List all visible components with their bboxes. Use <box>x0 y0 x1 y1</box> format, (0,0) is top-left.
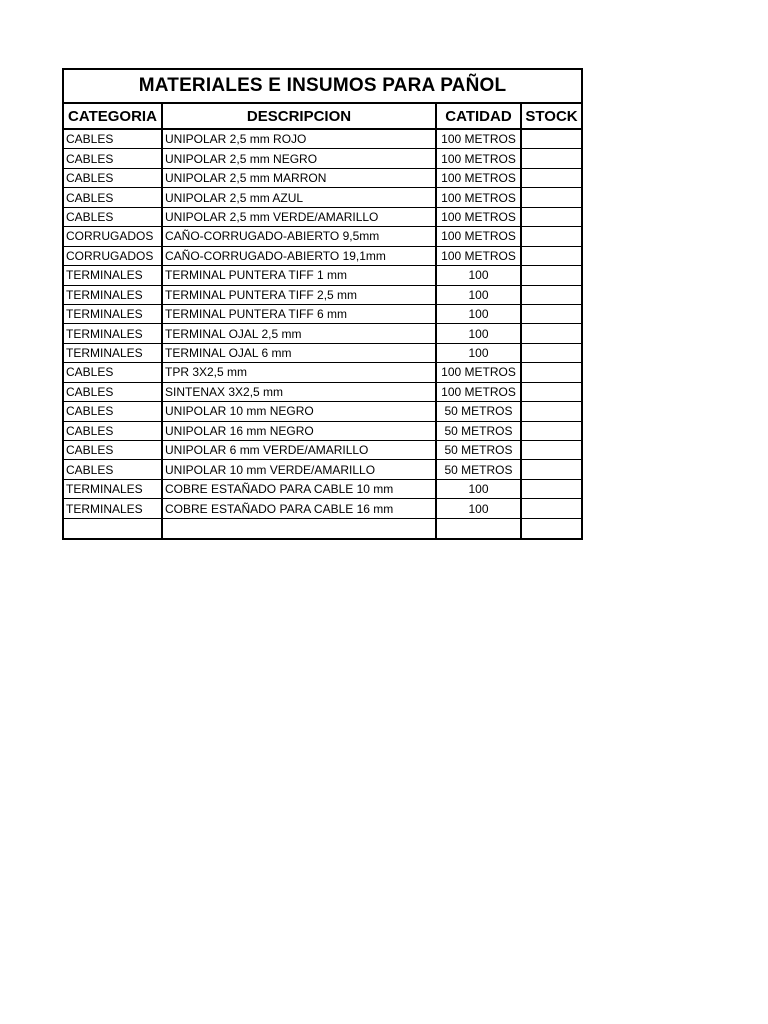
cell-descripcion[interactable]: TERMINAL PUNTERA TIFF 2,5 mm <box>162 285 436 304</box>
table-row <box>63 188 582 207</box>
cell-catidad[interactable]: 100 METROS <box>436 363 521 382</box>
cell-catidad[interactable]: 50 METROS <box>436 460 521 479</box>
cell-stock[interactable] <box>521 129 582 149</box>
cell-catidad[interactable]: 100 METROS <box>436 246 521 265</box>
cell-catidad[interactable] <box>436 518 521 539</box>
table-row <box>63 304 582 323</box>
table-row <box>63 168 582 187</box>
cell-catidad[interactable]: 100 METROS <box>436 188 521 207</box>
cell-categoria[interactable]: CABLES <box>63 149 162 168</box>
cell-stock[interactable] <box>521 421 582 440</box>
cell-descripcion[interactable]: UNIPOLAR 2,5 mm VERDE/AMARILLO <box>162 207 436 226</box>
cell-categoria[interactable]: TERMINALES <box>63 285 162 304</box>
cell-stock[interactable] <box>521 382 582 401</box>
cell-categoria[interactable]: TERMINALES <box>63 479 162 498</box>
cell-descripcion[interactable]: COBRE ESTAÑADO PARA CABLE 10 mm <box>162 479 436 498</box>
cell-descripcion[interactable]: CAÑO-CORRUGADO-ABIERTO 9,5mm <box>162 227 436 246</box>
cell-descripcion[interactable]: UNIPOLAR 10 mm VERDE/AMARILLO <box>162 460 436 479</box>
cell-descripcion[interactable]: TERMINAL PUNTERA TIFF 1 mm <box>162 266 436 285</box>
cell-stock[interactable] <box>521 324 582 343</box>
cell-stock[interactable] <box>521 518 582 539</box>
table-row <box>63 382 582 401</box>
cell-stock[interactable] <box>521 499 582 518</box>
table-row <box>63 460 582 479</box>
header-catidad: CATIDAD <box>436 103 521 129</box>
cell-categoria[interactable]: TERMINALES <box>63 266 162 285</box>
cell-stock[interactable] <box>521 479 582 498</box>
cell-stock[interactable] <box>521 266 582 285</box>
cell-categoria[interactable]: TERMINALES <box>63 343 162 362</box>
cell-categoria[interactable]: TERMINALES <box>63 324 162 343</box>
cell-categoria[interactable]: CABLES <box>63 129 162 149</box>
cell-categoria[interactable]: CABLES <box>63 188 162 207</box>
header-categoria: CATEGORIA <box>63 103 162 129</box>
table-row <box>63 227 582 246</box>
cell-descripcion[interactable]: SINTENAX 3X2,5 mm <box>162 382 436 401</box>
table-row <box>63 441 582 460</box>
materials-table <box>62 68 583 540</box>
cell-catidad[interactable]: 100 <box>436 499 521 518</box>
cell-descripcion[interactable]: TERMINAL OJAL 6 mm <box>162 343 436 362</box>
table-row <box>63 149 582 168</box>
cell-descripcion[interactable] <box>162 518 436 539</box>
cell-catidad[interactable]: 100 METROS <box>436 129 521 149</box>
cell-categoria[interactable]: TERMINALES <box>63 304 162 323</box>
cell-descripcion[interactable]: UNIPOLAR 16 mm NEGRO <box>162 421 436 440</box>
cell-categoria[interactable]: CABLES <box>63 402 162 421</box>
cell-categoria[interactable]: CABLES <box>63 363 162 382</box>
sheet-title: MATERIALES E INSUMOS PARA PAÑOL <box>63 69 582 103</box>
table-row <box>63 518 582 539</box>
cell-stock[interactable] <box>521 149 582 168</box>
table-row <box>63 246 582 265</box>
table-row <box>63 324 582 343</box>
cell-stock[interactable] <box>521 207 582 226</box>
table-row <box>63 266 582 285</box>
header-descripcion: DESCRIPCION <box>162 103 436 129</box>
cell-categoria[interactable]: CORRUGADOS <box>63 227 162 246</box>
cell-categoria[interactable]: CABLES <box>63 207 162 226</box>
cell-catidad[interactable]: 100 METROS <box>436 149 521 168</box>
table-row <box>63 207 582 226</box>
cell-stock[interactable] <box>521 441 582 460</box>
cell-categoria[interactable]: CABLES <box>63 382 162 401</box>
cell-descripcion[interactable]: UNIPOLAR 6 mm VERDE/AMARILLO <box>162 441 436 460</box>
cell-categoria[interactable]: CORRUGADOS <box>63 246 162 265</box>
table-row <box>63 343 582 362</box>
cell-stock[interactable] <box>521 460 582 479</box>
table-row <box>63 129 582 149</box>
cell-catidad[interactable]: 100 <box>436 285 521 304</box>
cell-stock[interactable] <box>521 343 582 362</box>
cell-descripcion[interactable]: COBRE ESTAÑADO PARA CABLE 16 mm <box>162 499 436 518</box>
cell-stock[interactable] <box>521 188 582 207</box>
cell-descripcion[interactable]: UNIPOLAR 2,5 mm AZUL <box>162 188 436 207</box>
cell-catidad[interactable]: 100 <box>436 266 521 285</box>
table-row <box>63 421 582 440</box>
table-row <box>63 499 582 518</box>
materials-sheet <box>62 68 583 540</box>
table-body <box>63 129 582 539</box>
cell-catidad[interactable]: 100 <box>436 324 521 343</box>
header-row <box>63 103 582 129</box>
cell-stock[interactable] <box>521 246 582 265</box>
cell-catidad[interactable]: 100 METROS <box>436 168 521 187</box>
cell-stock[interactable] <box>521 227 582 246</box>
cell-catidad[interactable]: 100 <box>436 304 521 323</box>
title-row <box>63 69 582 103</box>
cell-descripcion[interactable]: UNIPOLAR 2,5 mm MARRON <box>162 168 436 187</box>
cell-stock[interactable] <box>521 363 582 382</box>
cell-catidad[interactable]: 50 METROS <box>436 421 521 440</box>
cell-categoria[interactable]: TERMINALES <box>63 499 162 518</box>
cell-catidad[interactable]: 100 <box>436 343 521 362</box>
cell-categoria[interactable]: CABLES <box>63 421 162 440</box>
table-row <box>63 285 582 304</box>
cell-catidad[interactable]: 100 METROS <box>436 207 521 226</box>
cell-stock[interactable] <box>521 285 582 304</box>
cell-categoria[interactable] <box>63 518 162 539</box>
cell-stock[interactable] <box>521 168 582 187</box>
cell-descripcion[interactable]: UNIPOLAR 2,5 mm NEGRO <box>162 149 436 168</box>
cell-catidad[interactable]: 50 METROS <box>436 402 521 421</box>
cell-catidad[interactable]: 50 METROS <box>436 441 521 460</box>
cell-catidad[interactable]: 100 <box>436 479 521 498</box>
cell-stock[interactable] <box>521 304 582 323</box>
cell-descripcion[interactable]: UNIPOLAR 10 mm NEGRO <box>162 402 436 421</box>
cell-descripcion[interactable]: CAÑO-CORRUGADO-ABIERTO 19,1mm <box>162 246 436 265</box>
cell-descripcion[interactable]: UNIPOLAR 2,5 mm ROJO <box>162 129 436 149</box>
cell-categoria[interactable]: CABLES <box>63 168 162 187</box>
cell-descripcion[interactable]: TERMINAL PUNTERA TIFF 6 mm <box>162 304 436 323</box>
table-row <box>63 402 582 421</box>
cell-descripcion[interactable]: TPR 3X2,5 mm <box>162 363 436 382</box>
table-row <box>63 363 582 382</box>
cell-stock[interactable] <box>521 402 582 421</box>
table-row <box>63 479 582 498</box>
cell-descripcion[interactable]: TERMINAL OJAL 2,5 mm <box>162 324 436 343</box>
cell-categoria[interactable]: CABLES <box>63 460 162 479</box>
cell-catidad[interactable]: 100 METROS <box>436 382 521 401</box>
cell-categoria[interactable]: CABLES <box>63 441 162 460</box>
header-stock: STOCK <box>521 103 582 129</box>
cell-catidad[interactable]: 100 METROS <box>436 227 521 246</box>
